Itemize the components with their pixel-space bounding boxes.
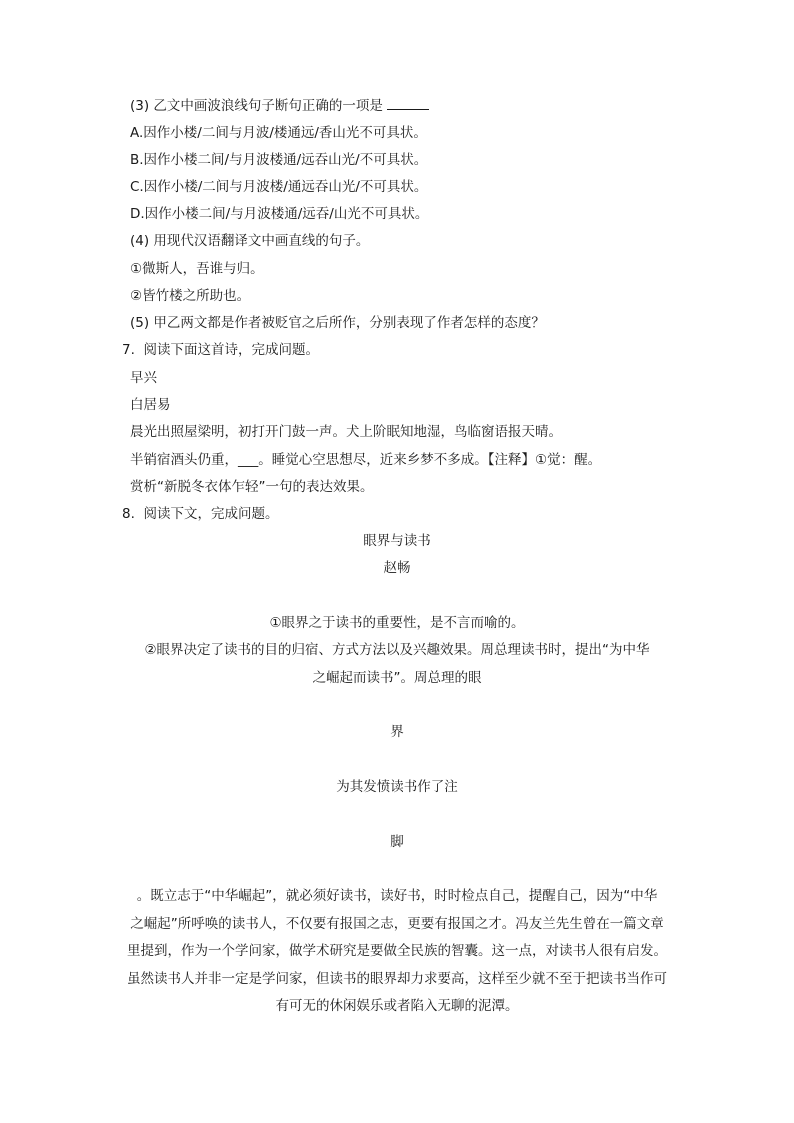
poem-line-2: 半销宿酒头仍重，___。睡觉心空思想尽，近来乡梦不多成。【注释】①觉：醒。 [130,452,602,468]
q3-stem: (3) 乙文中画波浪线句子断句正确的一项是 [130,96,429,115]
q8-number: 8. [122,506,135,522]
q7-number: 7. [122,342,135,358]
q3-option-d: D.因作小楼二间/与月波楼通/远吞/山光不可具状。 [130,206,429,222]
q8-stem: 8. 阅读下文，完成问题。 [122,506,279,522]
paragraph-2-line-2: 之崛起而读书”。周总理的眼 [312,670,482,686]
fragment-1: 界 [390,724,404,740]
paragraph-3-line-3: 里提到，作为一个学问家，做学术研究是要做全民族的智囊。这一点，对读书人很有启发。 [127,943,667,959]
paragraph-3-line-4: 虽然读书人并非一定是学问家，但读书的眼界却力求要高，这样至少就不至于把读书当作可 [127,971,667,987]
poem-line-1: 晨光出照屋梁明，初打开门鼓一声。犬上阶眠知地湿，鸟临窗语报天晴。 [130,424,562,440]
paragraph-3-line-5: 有可无的休闲娱乐或者陷入无聊的泥潭。 [275,998,519,1014]
q3-option-a: A.因作小楼/二间与月波/楼通远/香山光不可具状。 [130,125,427,141]
paragraph-3-line-2: 之崛起”所呼唤的读书人，不仅要有报国之志，更要有报国之才。冯友兰先生曾在一篇文章 [130,916,664,932]
poem-title: 早兴 [130,370,157,386]
paragraph-3-line-1: 。既立志于“中华崛起”，就必须好读书，读好书，时时检点自己，提醒自己，因为“中华 [136,888,658,904]
answer-blank [387,96,429,110]
paragraph-1: ①眼界之于读书的重要性，是不言而喻的。 [269,615,525,631]
fragment-3: 脚 [390,834,404,850]
article-title: 眼界与读书 [363,533,431,549]
poem-author: 白居易 [130,397,171,413]
q3-option-c: C.因作小楼/二间与月波楼/通远吞山光/不可具状。 [130,179,428,195]
q3-option-b: B.因作小楼二间/与月波楼通/远吞山光/不可具状。 [130,152,428,168]
fragment-2: 为其发愤读书作了注 [336,779,458,795]
poem-blank: ___ [238,452,259,468]
q7-stem: 7. 阅读下面这首诗，完成问题。 [122,342,319,358]
article-author: 赵畅 [383,560,411,576]
q5-stem: (5) 甲乙两文都是作者被贬官之后所作，分别表现了作者怎样的态度？ [130,315,545,331]
paragraph-2-line-1: ②眼界决定了读书的目的归宿、方式方法以及兴趣效果。周总理读书时，提出“为中华 [144,642,650,658]
q4-item-1: ①微斯人，吾谁与归。 [130,261,264,277]
q4-stem: (4) 用现代汉语翻译文中画直线的句子。 [130,233,370,249]
q7-task: 赏析“新脱冬衣体乍轻”一句的表达效果。 [130,479,374,495]
q4-item-2: ②皆竹楼之所助也。 [130,288,251,304]
